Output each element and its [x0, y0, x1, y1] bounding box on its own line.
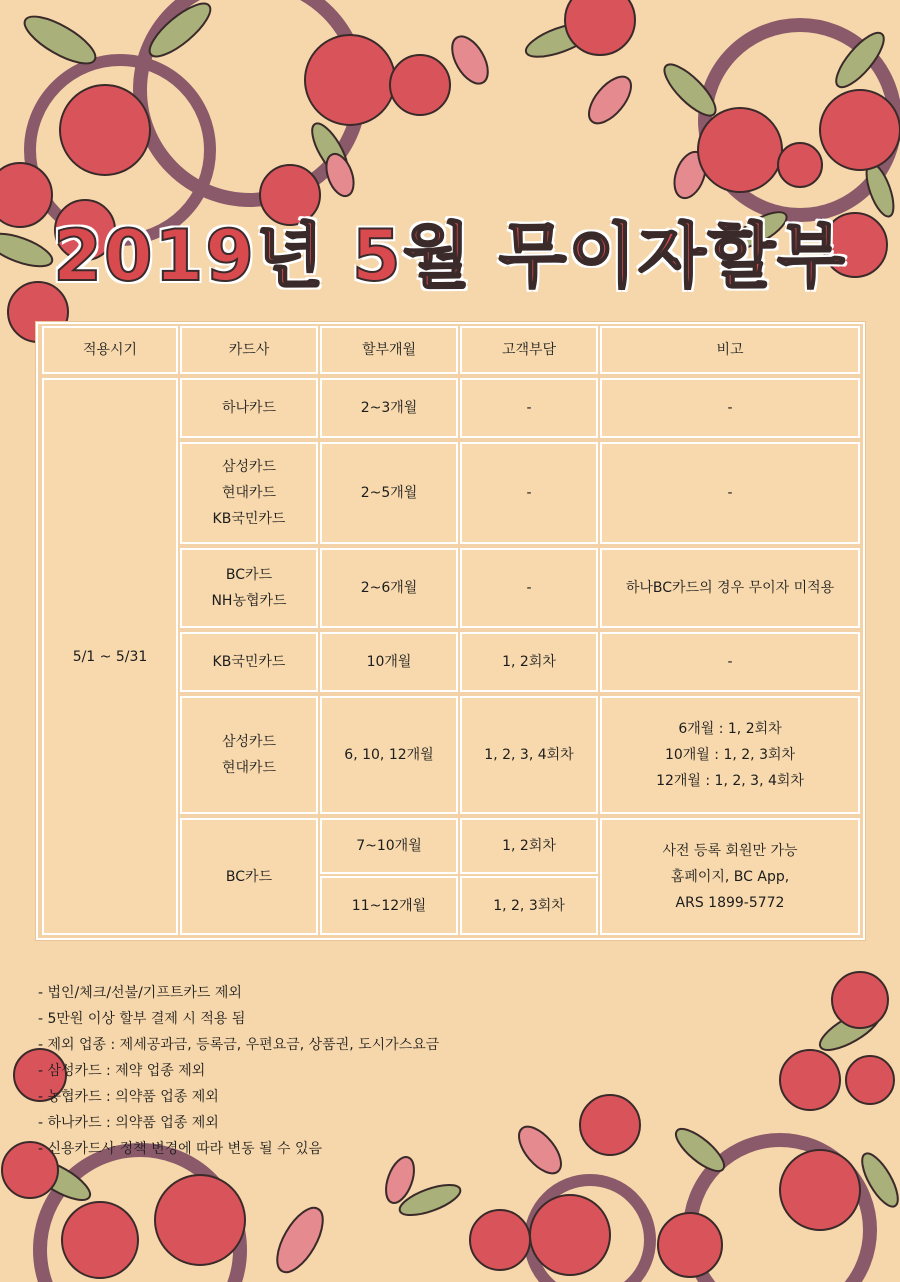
- footnotes: [38, 980, 439, 1162]
- table-row-card: 하나카드: [180, 378, 318, 438]
- page-title: 2019년 5월 무이자할부: [53, 215, 847, 297]
- table-row-burden: 1, 2회차: [460, 818, 598, 874]
- footnote: - 제외 업종 : 제세공과금, 등록금, 우편요금, 상품권, 도시가스요금: [38, 1037, 440, 1053]
- table-row-months: 2~5개월: [320, 442, 458, 544]
- header-period: 적용시기: [42, 326, 178, 374]
- table-row-note: -: [600, 442, 860, 544]
- table-row-months: 6, 10, 12개월: [320, 696, 458, 814]
- table-row-months: 2~6개월: [320, 548, 458, 628]
- table-row-card: BC카드 NH농협카드: [180, 548, 318, 628]
- period-cell: 5/1 ~ 5/31: [42, 378, 178, 935]
- table-row-note: 하나BC카드의 경우 무이자 미적용: [600, 548, 860, 628]
- footnote: - 삼성카드 : 제약 업종 제외: [38, 1063, 206, 1079]
- header-burden: 고객부담: [460, 326, 598, 374]
- table-row-note: -: [600, 632, 860, 692]
- table-row-card: BC카드: [180, 818, 318, 935]
- table-row-burden: -: [460, 442, 598, 544]
- footnote: - 5만원 이상 할부 결제 시 적용 됨: [38, 1011, 246, 1027]
- footnote: - 신용카드사 정책 변경에 따라 변동 될 수 있음: [38, 1141, 323, 1157]
- table-row-note: -: [600, 378, 860, 438]
- table-row-months: 2~3개월: [320, 378, 458, 438]
- table-row-months: 7~10개월: [320, 818, 458, 874]
- table-row-burden: 1, 2, 3, 4회차: [460, 696, 598, 814]
- table-row-months: 11~12개월: [320, 876, 458, 935]
- table-row-card: KB국민카드: [180, 632, 318, 692]
- header-note: 비고: [600, 326, 860, 374]
- table-row-months: 10개월: [320, 632, 458, 692]
- header-card: 카드사: [180, 326, 318, 374]
- table-row-burden: -: [460, 548, 598, 628]
- footnote: - 하나카드 : 의약품 업종 제외: [38, 1115, 219, 1131]
- table-row-burden: 1, 2회차: [460, 632, 598, 692]
- table-row-burden: 1, 2, 3회차: [460, 876, 598, 935]
- table-row-note: 사전 등록 회원만 가능 홈페이지, BC App, ARS 1899-5772: [600, 818, 860, 935]
- footnote: - 법인/체크/선불/기프트카드 제외: [38, 985, 242, 1001]
- table-row-card: 삼성카드 현대카드 KB국민카드: [180, 442, 318, 544]
- footnote: - 농협카드 : 의약품 업종 제외: [38, 1089, 219, 1105]
- table-row-card: 삼성카드 현대카드: [180, 696, 318, 814]
- table-row-burden: -: [460, 378, 598, 438]
- table-row-note: 6개월 : 1, 2회차 10개월 : 1, 2, 3회차 12개월 : 1, 2, 3, 4회차: [600, 696, 860, 814]
- header-months: 할부개월: [320, 326, 458, 374]
